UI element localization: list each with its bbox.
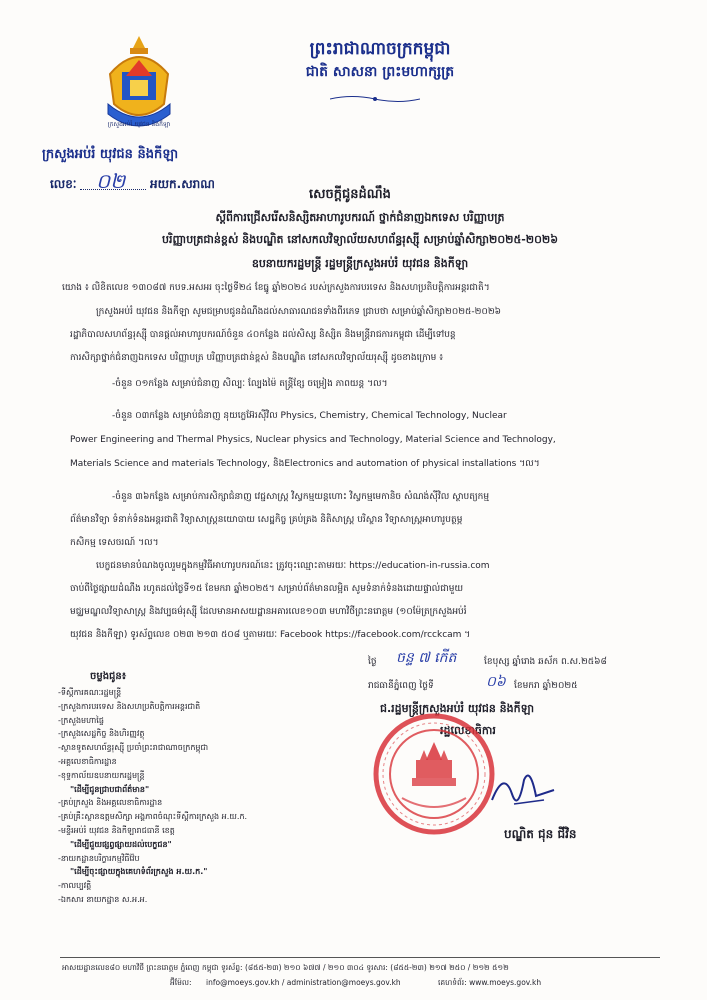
seal-icon — [372, 712, 496, 836]
reference-suffix: អយក.សរាណ — [150, 177, 215, 191]
footer-address: អាសយដ្ឋានលេខ៨០ មហាវិថី ព្រះនរោត្តម ភ្នំពេញ កម្ពុជា ទូរស័ព្ទ: (៨៥៥-២៣) ២១០ ៦៧៧ / ២១០ ៣០៤ ទូរសារ: (៨៥៥-២៣) ២១៧ ២៥០ / ២១២ ៥១២ — [62, 963, 509, 972]
paragraph-2-line-3: មជ្ឈមណ្ឌលវិទ្យាសាស្ត្រ និងវប្បធម៌រុស្ស៊ី ដែលមានអាសយដ្ឋានអគារលេខ១០៣ មហាវិថីព្រះនរោត្តម (១០ម៉ែត្រក្រសួងអប់រំ — [70, 607, 467, 617]
paragraph-2-line-4: យុវជន និងកីឡា) ទូរស័ព្ទលេខ ០២៣ ២១៣ ៥០៨ ឬតាមរយៈ Facebook https://facebook.com/rcckcam ។ — [70, 630, 471, 640]
lunar-date-prefix: ថ្ងៃ — [368, 657, 377, 667]
footer-divider — [60, 957, 660, 958]
subject-line-1: ស្តីពីការជ្រើសរើសនិស្សិតអាហារូបករណ៍ ថ្នាក់ជំនាញឯកទេស បរិញ្ញាបត្រ — [215, 211, 505, 224]
paragraph-1-line-1: ក្រសួងអប់រំ យុវជន និងកីឡា សូមជម្រាបជូនដំណឹងដល់សាធារណជនទាំងពីរភេទ ជ្រាបថា សម្រាប់ឆ្នាំសិក្សា២០២៥-២០២៦ — [96, 307, 502, 317]
bullet-nuclear-line-1: -ចំនួន ០៣កន្លែង សម្រាប់ជំនាញ នុយក្លេអ៊ែរស៊ីវិល Physics, Chemistry, Chemical Technology, Nuclear — [112, 411, 507, 421]
paragraph-1-line-3: ការសិក្សាថ្នាក់ជំនាញឯកទេស បរិញ្ញាបត្រ បរិញ្ញាបត្រជាន់ខ្ពស់ និងបណ្ឌិត នៅសកលវិទ្យាល័យរុស្ស៊ី ដូចខាងក្រោម ៖ — [70, 353, 444, 363]
signer-name: បណ្ឌិត ជុន ជីវិន — [504, 827, 577, 841]
footer-email-label: អ៊ីម៉ែល: — [170, 978, 192, 987]
list-item: -មន្ទីរអប់រំ យុវជន និងកីឡារាជធានី ខេត្ត — [58, 825, 175, 835]
bullet-general-line-1: -ចំនួន ៣៦កន្លែង សម្រាប់ការសិក្សាជំនាញ វេជ្ជសាស្ត្រ វិស្វកម្មយន្តហោះ វិស្វកម្មមេកានិច សំណង់ស៊ីវិល ស្ថាបត្យកម្ម — [112, 492, 490, 502]
cc-heading: ចម្លងជូន៖ — [90, 671, 127, 682]
list-item: -ស្ថានទូតសហព័ន្ធរុស្ស៊ី ប្រចាំព្រះរាជាណាចក្រកម្ពុជា — [58, 743, 209, 753]
lunar-date-handwritten: ចន្ទ ៧ កើត — [396, 650, 457, 666]
bullet-nuclear-line-3: Materials Science and materials Technology, និងElectronics and automation of physical installations ។ល។ — [70, 459, 540, 469]
list-item: "ដើម្បីចុះផ្សាយក្នុងគេហទំព័រក្រសួង អ.យ.ក." — [70, 867, 208, 877]
subject-line-2: បរិញ្ញាបត្រជាន់ខ្ពស់ និងបណ្ឌិត នៅសកលវិទ្យាល័យសហព័ន្ធរុស្ស៊ី សម្រាប់ឆ្នាំសិក្សា២០២៥-២០២៦ — [161, 233, 559, 246]
list-item: -គ្រប់ក្រសួង និងអគ្គលេខាធិការដ្ឋាន — [58, 798, 163, 808]
lunar-date-rest: ខែបុស្ស ឆ្នាំរោង ឆស័ក ព.ស.២៥៦៨ — [484, 657, 607, 667]
reference-line: យោង ៖ លិខិតលេខ ១៣០៨៧ កបទ.អសអរ ចុះថ្ងៃទី២៤ ខែធ្នូ ឆ្នាំ២០២៤ របស់ក្រសួងការបរទេស និងសហប្រតិបត្តិការអន្តរជាតិ។ — [62, 283, 490, 293]
signatory-position: រដ្ឋលេខាធិការ — [440, 724, 496, 737]
kingdom-title: ព្រះរាជាណាចក្រកម្ពុជា — [309, 39, 451, 59]
list-item: -ក្រសួងមហាផ្ទៃ — [58, 715, 104, 725]
solar-date-handwritten: ០៦ — [486, 674, 506, 690]
list-item: -គ្រប់គ្រឹះស្ថានឧត្តមសិក្សា អង្គភាពចំណុះទីស្តីការក្រសួង អ.យ.ក. — [58, 812, 248, 822]
list-item: -ឯកសារ នាយកដ្ឋាន ស.អ.អ. — [58, 894, 148, 904]
list-item: "ដើម្បីជូនជ្រាបជាព័ត៌មាន" — [70, 784, 150, 794]
list-item: -ក្រសួងការបរទេស និងសហប្រតិបត្តិការអន្តរជាតិ — [58, 701, 201, 711]
list-item: -អគ្គលេខាធិការដ្ឋាន — [58, 756, 117, 766]
national-motto: ជាតិ សាសនា ព្រះមហាក្សត្រ — [305, 64, 455, 80]
list-item: -ខុទ្ទកាល័យឧបនាយករដ្ឋមន្ត្រី — [58, 770, 145, 780]
bullet-arts: -ចំនួន ០១កន្លែង សម្រាប់ជំនាញ សិល្បៈ ល្បែងម៉ៃ តន្ត្រីខ្សែ ចម្រៀង ភាពយន្ត ។ល។ — [112, 379, 388, 389]
list-item: -នាយកដ្ឋានបរិក្ខារកម្មវិធីវ៉ែប — [58, 853, 140, 863]
document-title: សេចក្តីជូនដំណឹង — [309, 187, 391, 202]
signatory-title: ជ.រដ្ឋមន្ត្រីក្រសួងអប់រំ យុវជន និងកីឡា — [380, 702, 535, 715]
list-item: -ទីស្តីការគណៈរដ្ឋមន្ត្រី — [58, 688, 122, 697]
paragraph-2-line-2: ចាប់ពីថ្ងៃផ្សាយដំណឹង រហូតដល់ថ្ងៃទី១៥ ខែមករា ឆ្នាំ២០២៥។ សម្រាប់ព័ត៌មានលម្អិត សូមទំនាក់ទំនងដោយផ្ទាល់ជាមួយ — [70, 584, 464, 594]
list-item: "ដើម្បីជួយផ្សព្វផ្សាយដល់បេក្ខជន" — [70, 839, 172, 849]
bullet-nuclear-line-2: Power Engineering and Thermal Physics, Nuclear physics and Technology, Material Science and Technology, — [70, 435, 556, 445]
footer-website[interactable]: គេហទំព័រ: www.moeys.gov.kh — [438, 978, 542, 987]
emblem-caption: ក្រសួងអប់រំ យុវជន និងកីឡា — [107, 121, 171, 128]
reference-dots — [80, 189, 146, 190]
list-item: -កាលប្បវត្តិ — [58, 881, 92, 891]
paragraph-2-line-1: បេក្ខជនមានបំណងចូលរួមក្នុងកម្មវិធីអាហារូបករណ៍នេះ ត្រូវចុះឈ្មោះតាមរយៈ https://education-in-russia.com — [96, 561, 490, 571]
signature — [484, 760, 564, 820]
issuer-line: ឧបនាយករដ្ឋមន្ត្រី រដ្ឋមន្ត្រីក្រសួងអប់រំ យុវជន និងកីឡា — [251, 257, 469, 270]
solar-date-prefix: រាជធានីភ្នំពេញ ថ្ងៃទី — [368, 681, 434, 691]
reference-label: លេខៈ — [50, 177, 77, 191]
cc-list — [58, 686, 378, 907]
bullet-general-line-2: ព័ត៌មានវិទ្យា ទំនាក់ទំនងអន្តរជាតិ វិទ្យាសាស្ត្រនយោបាយ សេដ្ឋកិច្ច គ្រប់គ្រង និតិសាស្ត្រ បរិស្ថាន វិទ្យាសាស្ត្រអាហារូបត្ថម្ភ — [70, 515, 463, 525]
list-item: -ក្រសួងសេដ្ឋកិច្ច និងហិរញ្ញវត្ថុ — [58, 729, 145, 739]
ornament-divider — [330, 89, 420, 99]
official-seal — [372, 712, 496, 836]
ministry-name: ក្រសួងអប់រំ យុវជន និងកីឡា — [42, 147, 179, 162]
paragraph-1-line-2: រដ្ឋាភិបាលសហព័ន្ធរុស្ស៊ី បានផ្តល់អាហារូបករណ៍ចំនួន ៤០កន្លែង ដល់សិស្ស និស្សិត និងមន្ត្រីរាជការកម្ពុជា ដើម្បីទៅបន្ត — [70, 330, 456, 340]
reference-number: ០២ — [96, 169, 126, 193]
bullet-general-line-3: កសិកម្ម ទេសចរណ៍ ។ល។ — [70, 538, 159, 548]
solar-date-rest: ខែមករា ឆ្នាំ២០២៥ — [514, 681, 578, 691]
footer-email[interactable]: info@moeys.gov.kh / administration@moeys.gov.kh — [206, 978, 401, 987]
